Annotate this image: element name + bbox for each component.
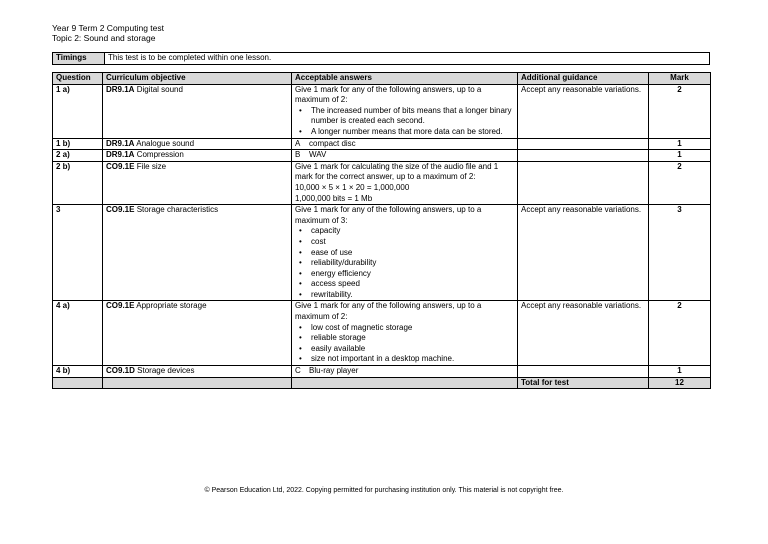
additional-guidance: Accept any reasonable variations. — [518, 301, 649, 366]
answer-intro: Give 1 mark for any of the following answers, up to a maximum of 2: — [295, 301, 482, 322]
additional-guidance: Accept any reasonable variations. — [518, 205, 649, 301]
table-row — [53, 150, 711, 162]
curriculum-objective — [103, 161, 292, 204]
answer-letter: B — [295, 150, 301, 160]
objective-text: Storage characteristics — [136, 205, 219, 215]
timings-text: This test is to be completed within one lesson. — [105, 53, 710, 65]
answer-bullet: • reliability/durability — [311, 258, 514, 269]
col-mark: Mark — [649, 73, 711, 85]
objective-code: CO9.1E — [106, 161, 135, 171]
answer-intro: Give 1 mark for any of the following answers, up to a maximum of 3: — [295, 205, 482, 225]
answer-bullet: • access speed — [311, 279, 514, 290]
answer-bullet: • easily available — [311, 344, 514, 355]
additional-guidance — [518, 366, 649, 378]
question-number: 4 b) — [53, 366, 103, 378]
answer-bullet: • cost — [311, 237, 514, 248]
additional-guidance — [518, 161, 649, 204]
curriculum-objective — [103, 150, 292, 162]
answer-bullet: • rewritability. — [311, 290, 514, 301]
answer-list — [295, 226, 514, 300]
answer-bullet: • energy efficiency — [311, 269, 514, 280]
mark-value: 1 — [649, 150, 711, 162]
mark-value: 2 — [649, 161, 711, 204]
timings-table — [52, 52, 710, 65]
answer-bullet: • low cost of magnetic storage — [311, 323, 514, 334]
mark-value: 2 — [649, 84, 711, 138]
mark-value: 1 — [649, 138, 711, 150]
col-objective: Curriculum objective — [103, 73, 292, 85]
table-row — [53, 205, 711, 301]
topic-title: Topic 2: Sound and storage — [52, 33, 156, 43]
objective-text: Appropriate storage — [136, 301, 207, 311]
document-header — [52, 23, 164, 43]
additional-guidance — [518, 138, 649, 150]
total-label: Total for test — [518, 377, 649, 389]
answer-text: WAV — [309, 150, 327, 160]
curriculum-objective — [103, 138, 292, 150]
acceptable-answers — [292, 161, 518, 204]
objective-text: Analogue sound — [136, 138, 195, 148]
answer-intro: Give 1 mark for any of the following answers, up to a maximum of 2: — [295, 84, 482, 105]
total-mark: 12 — [649, 377, 711, 389]
table-row — [53, 366, 711, 378]
answer-bullet: • reliable storage — [311, 333, 514, 344]
objective-code: DR9.1A — [106, 138, 135, 148]
answer-line: 10,000 × 5 × 1 × 20 = 1,000,000 — [295, 182, 410, 192]
answer-list — [295, 106, 514, 138]
col-guidance: Additional guidance — [518, 73, 649, 85]
table-row — [53, 138, 711, 150]
question-number: 1 a) — [53, 84, 103, 138]
question-number: 4 a) — [53, 301, 103, 366]
mark-scheme-table — [52, 72, 711, 389]
answer-bullet: • capacity — [311, 226, 514, 237]
objective-code: DR9.1A — [106, 150, 135, 160]
answer-text: compact disc — [309, 138, 356, 148]
empty-cell — [292, 377, 518, 389]
question-number: 2 a) — [53, 150, 103, 162]
objective-code: CO9.1E — [106, 301, 135, 311]
answer-text: Blu-ray player — [309, 366, 359, 376]
timings-row — [53, 53, 710, 65]
timings-label: Timings — [53, 53, 105, 65]
objective-text: File size — [136, 161, 167, 171]
objective-code: CO9.1E — [106, 205, 135, 215]
copyright-footer: © Pearson Education Ltd, 2022. Copying permitted for purchasing institution only. This material is not copyright free. — [204, 487, 564, 494]
additional-guidance — [518, 150, 649, 162]
acceptable-answers — [292, 84, 518, 138]
table-row — [53, 301, 711, 366]
objective-text: Digital sound — [136, 84, 183, 94]
question-number: 1 b) — [53, 138, 103, 150]
answer-line: Give 1 mark for calculating the size of the audio file and 1 mark for the correct answer, up to a maximum of 2: — [295, 161, 499, 182]
answer-letter: C — [295, 366, 301, 376]
col-question: Question — [53, 73, 103, 85]
col-answers: Acceptable answers — [292, 73, 518, 85]
question-number: 3 — [53, 205, 103, 301]
table-row — [53, 161, 711, 204]
question-number: 2 b) — [53, 161, 103, 204]
answer-list — [295, 323, 514, 365]
curriculum-objective — [103, 301, 292, 366]
acceptable-answers — [292, 205, 518, 301]
total-row — [53, 377, 711, 389]
additional-guidance: Accept any reasonable variations. — [518, 84, 649, 138]
objective-text: Compression — [136, 150, 184, 160]
answer-bullet: • size not important in a desktop machine. — [311, 354, 514, 365]
empty-cell — [53, 377, 103, 389]
curriculum-objective — [103, 205, 292, 301]
objective-text: Storage devices — [137, 366, 195, 376]
acceptable-answers — [292, 138, 518, 150]
test-title: Year 9 Term 2 Computing test — [52, 23, 164, 33]
answer-bullet: • ease of use — [311, 248, 514, 259]
acceptable-answers — [292, 366, 518, 378]
mark-value: 1 — [649, 366, 711, 378]
acceptable-answers — [292, 301, 518, 366]
empty-cell — [103, 377, 292, 389]
mark-value: 2 — [649, 301, 711, 366]
mark-value: 3 — [649, 205, 711, 301]
objective-code: DR9.1A — [106, 84, 135, 94]
answer-bullet: • A longer number means that more data can be stored. — [311, 127, 514, 138]
header-row — [53, 73, 711, 85]
acceptable-answers — [292, 150, 518, 162]
curriculum-objective — [103, 366, 292, 378]
answer-line: 1,000,000 bits = 1 Mb — [295, 193, 373, 203]
table-row — [53, 84, 711, 138]
objective-code: CO9.1D — [106, 366, 135, 376]
answer-letter: A — [295, 138, 301, 148]
curriculum-objective — [103, 84, 292, 138]
answer-bullet: • The increased number of bits means that a longer binary number is created each second. — [311, 106, 514, 127]
